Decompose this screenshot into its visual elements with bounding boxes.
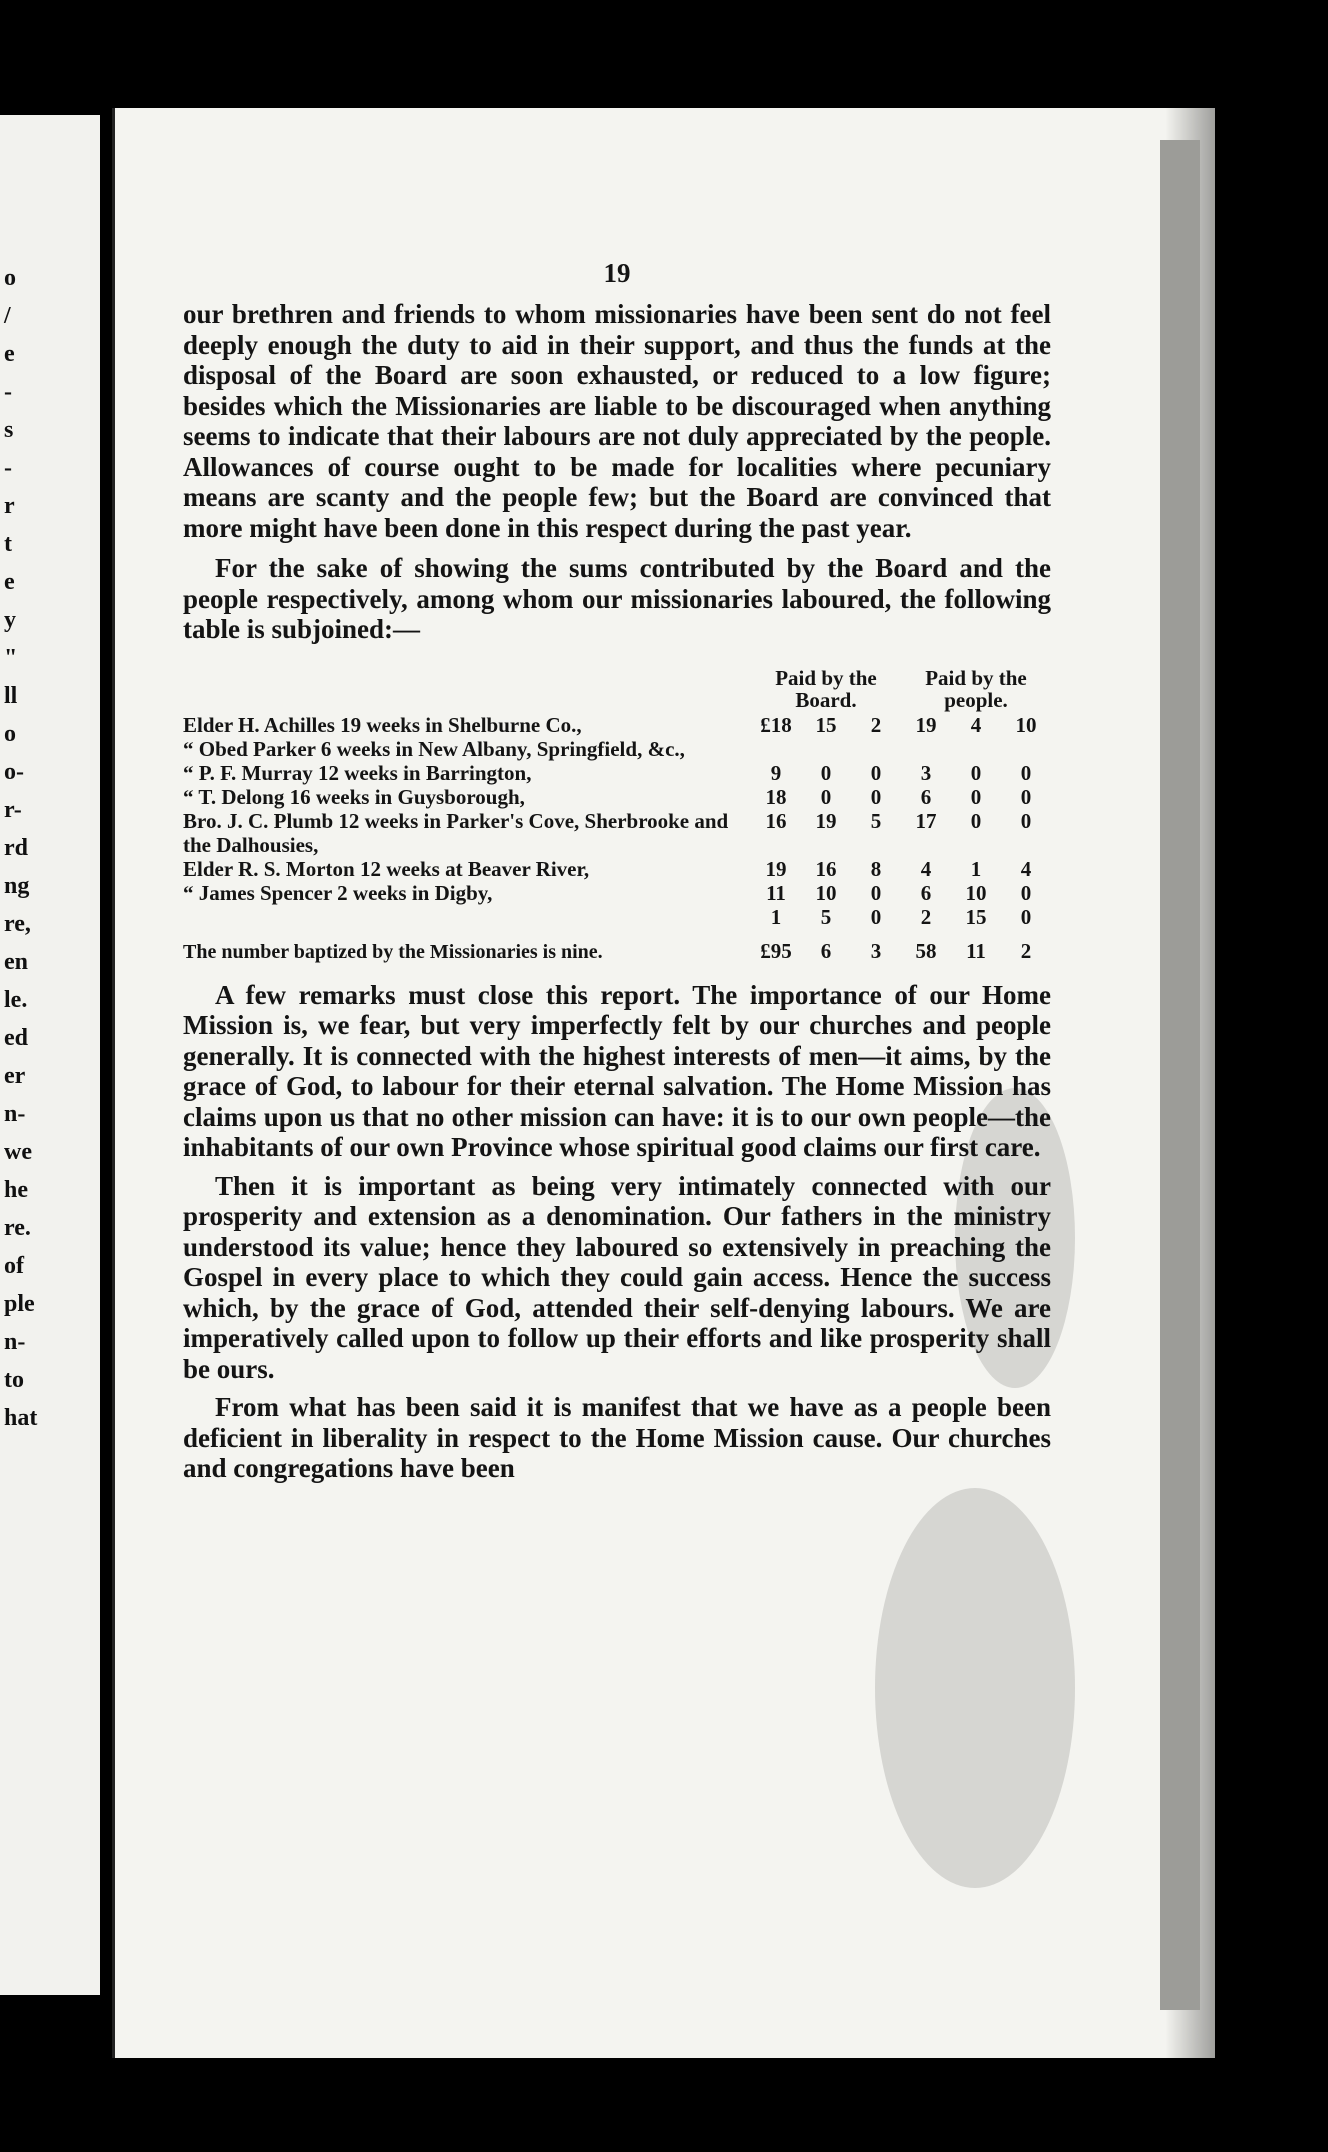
amount: £18 — [760, 712, 792, 737]
amount: 4 — [970, 712, 982, 737]
paragraph: A few remarks must close this report. The importance of our Home Mission is, we fear, but very imperfectly felt by our churches and people generally. It is connected with the highest interests of men—it aims, by the grace of God, to labour for their eternal salvation. The Home Mission has claims upon us that no other mission can have: it is to our own people—the inhabitants of our own Province whose spiritual good claims our first care. — [183, 979, 1051, 1162]
amount: 0 — [1020, 808, 1032, 833]
board-amount — [751, 713, 901, 737]
amount: 1 — [970, 856, 982, 881]
amount: 4 — [920, 856, 932, 881]
facing-page-fragment: n- — [4, 1101, 26, 1127]
paragraph: From what has been said it is manifest that we have as a people been deficient in liberality in respect to the Home Mission cause. Our churches and congregations have been — [183, 1392, 1051, 1483]
facing-page-fragment: - — [4, 379, 12, 405]
table-row — [183, 737, 1051, 761]
facing-page-fragment: ll — [4, 683, 18, 709]
paragraph: our brethren and friends to whom missionaries have been sent do not feel deeply enough the duty to aid in their support, and thus the funds at the disposal of the Board are soon exhausted, or reduced to a low figure; besides which the Missionaries are liable to be discouraged when anything seems to indicate that their labours are not duly appreciated by the people. Allowances of course ought to be made for localities where pecuniary means are scanty and the people few; but the Board are convinced that more might have been done in this respect during the past year. — [183, 299, 1051, 543]
amount: 16 — [765, 808, 787, 833]
amount: 2 — [920, 904, 932, 929]
totals-row — [183, 939, 1051, 964]
total-amount: £95 — [760, 938, 792, 963]
table-row — [183, 761, 1051, 785]
facing-page-fragment: re, — [4, 911, 31, 937]
facing-page-fragment: " — [4, 645, 18, 671]
amount: 0 — [870, 760, 882, 785]
missionary-label: “ P. F. Murray 12 weeks in Barrington, — [183, 760, 532, 785]
missionary-label: “ Obed Parker 6 weeks in New Albany, Springfield, &c., — [183, 736, 685, 761]
facing-page-fragment: le. — [4, 987, 28, 1013]
facing-page-fragment: to — [4, 1367, 24, 1393]
facing-page-fragment: en — [4, 949, 28, 975]
facing-page-fragment: r- — [4, 797, 22, 823]
paragraph: Then it is important as being very intimately connected with our prosperity and extension as a denomination. Our fathers in the ministry understood its value; hence they laboured so extensively in preaching the Gospel in every place to which they could gain access. Hence the success which, by the grace of God, attended their self-denying labours. We are imperatively called upon to follow up their efforts and like prosperity shall be ours. — [183, 1170, 1051, 1384]
facing-page-fragment: o- — [4, 759, 24, 785]
missionary-label: Elder R. S. Morton 12 weeks at Beaver River, — [183, 856, 590, 881]
page-number: 19 — [603, 258, 631, 288]
facing-page-fragment: re. — [4, 1215, 31, 1241]
amount: 5 — [870, 808, 882, 833]
table-note: The number baptized by the Missionaries is nine. — [183, 940, 603, 963]
amount: 0 — [1020, 760, 1032, 785]
facing-page-fragment: o — [4, 721, 16, 747]
missionary-label: “ T. Delong 16 weeks in Guysborough, — [183, 784, 525, 809]
table-body — [183, 713, 1051, 929]
facing-page-fragment: r — [4, 493, 15, 519]
amount: 16 — [815, 856, 837, 881]
amount: 2 — [870, 712, 882, 737]
facing-page-fragment: s — [4, 417, 14, 443]
contributions-table — [183, 667, 1051, 964]
people-amount — [901, 713, 1051, 737]
amount: 0 — [870, 880, 882, 905]
amount: 10 — [815, 880, 837, 905]
facing-page-fragment: / — [4, 303, 11, 329]
total-amount: 3 — [870, 938, 882, 963]
board-amount — [751, 761, 901, 785]
facing-page — [0, 115, 100, 1995]
facing-page-text-fragments — [0, 115, 100, 1995]
people-amount — [901, 881, 1051, 905]
board-amount — [751, 881, 901, 905]
board-amount — [751, 785, 901, 809]
page-stain — [875, 1488, 1075, 1888]
facing-page-fragment: ng — [4, 873, 30, 899]
facing-page-fragment: er — [4, 1063, 26, 1089]
facing-page-fragment: hat — [4, 1405, 38, 1431]
facing-page-fragment: ple — [4, 1291, 35, 1317]
facing-page-fragment: we — [4, 1139, 32, 1165]
facing-page-fragment: e — [4, 569, 15, 595]
total-board — [751, 939, 901, 963]
table-row — [183, 857, 1051, 881]
missionary-label: Bro. J. C. Plumb 12 weeks in Parker's Cove, Sherbrooke and the Dalhousies, — [183, 808, 729, 857]
amount: 6 — [920, 880, 932, 905]
total-amount: 11 — [966, 938, 986, 963]
amount: 19 — [915, 712, 937, 737]
page-content — [183, 258, 1051, 1484]
table-header — [183, 667, 1051, 711]
people-amount — [901, 905, 1051, 929]
amount: 5 — [820, 904, 832, 929]
facing-page-fragment: e — [4, 341, 15, 367]
paragraph: For the sake of showing the sums contributed by the Board and the people respectively, among whom our missionaries laboured, the following table is subjoined:— — [183, 553, 1051, 644]
board-amount — [751, 809, 901, 833]
table-row — [183, 809, 1051, 857]
people-amount — [901, 857, 1051, 881]
facing-page-fragment: n- — [4, 1329, 26, 1355]
amount: 0 — [820, 760, 832, 785]
board-amount — [751, 857, 901, 881]
amount: 18 — [765, 784, 787, 809]
amount: 17 — [915, 808, 937, 833]
table-row — [183, 881, 1051, 905]
amount: 0 — [970, 760, 982, 785]
amount: 0 — [870, 784, 882, 809]
facing-page-fragment: of — [4, 1253, 24, 1279]
facing-page-fragment: - — [4, 455, 12, 481]
total-amount: 2 — [1020, 938, 1032, 963]
amount: 0 — [970, 784, 982, 809]
facing-page-fragment: t — [4, 531, 12, 557]
facing-page-fragment: y — [4, 607, 16, 633]
amount: 11 — [766, 880, 786, 905]
amount: 8 — [870, 856, 882, 881]
amount: 3 — [920, 760, 932, 785]
total-people — [901, 939, 1051, 963]
amount: 0 — [970, 808, 982, 833]
amount: 0 — [1020, 904, 1032, 929]
page-edge-strip — [1160, 140, 1200, 2010]
board-amount — [751, 905, 901, 929]
people-amount — [901, 785, 1051, 809]
table-row — [183, 905, 1051, 929]
header-board: Paid by the Board. — [775, 665, 877, 712]
amount: 15 — [965, 904, 987, 929]
amount: 15 — [815, 712, 837, 737]
table-row — [183, 713, 1051, 737]
amount: 0 — [1020, 880, 1032, 905]
amount: 10 — [965, 880, 987, 905]
total-amount: 58 — [915, 938, 937, 963]
missionary-label: “ James Spencer 2 weeks in Digby, — [183, 880, 493, 905]
facing-page-fragment: o — [4, 265, 16, 291]
facing-page-fragment: he — [4, 1177, 28, 1203]
amount: 19 — [765, 856, 787, 881]
amount: 19 — [815, 808, 837, 833]
amount: 6 — [920, 784, 932, 809]
total-amount: 6 — [820, 938, 832, 963]
amount: 0 — [870, 904, 882, 929]
facing-page-fragment: rd — [4, 835, 28, 861]
amount: 0 — [1020, 784, 1032, 809]
amount: 0 — [820, 784, 832, 809]
facing-page-fragment: ed — [4, 1025, 28, 1051]
amount: 4 — [1020, 856, 1032, 881]
people-amount — [901, 809, 1051, 833]
amount: 10 — [1015, 712, 1037, 737]
amount: 9 — [770, 760, 782, 785]
people-amount — [901, 761, 1051, 785]
header-people: Paid by the people. — [925, 665, 1027, 712]
table-row — [183, 785, 1051, 809]
missionary-label: Elder H. Achilles 19 weeks in Shelburne Co., — [183, 712, 582, 737]
amount: 1 — [770, 904, 782, 929]
book-page — [112, 108, 1215, 2058]
